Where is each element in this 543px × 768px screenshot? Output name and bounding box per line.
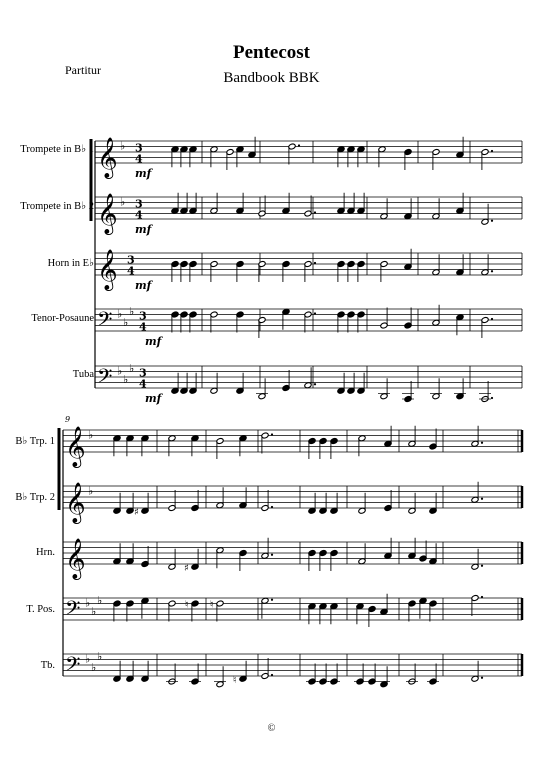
measure-number: 9 xyxy=(65,415,71,424)
instrument-label-tuba-short: Tb. xyxy=(40,660,55,671)
time-sig-numerator: 3 xyxy=(135,197,143,211)
augmentation-dot xyxy=(271,674,273,676)
key-flat: ♭ xyxy=(117,364,123,378)
key-flat: ♭ xyxy=(88,484,94,498)
augmentation-dot xyxy=(314,211,316,213)
score-subtitle: Bandbook BBK xyxy=(223,70,320,86)
time-sig-numerator: 3 xyxy=(127,253,135,267)
augmentation-dot xyxy=(314,312,316,314)
dynamic-mf: mf xyxy=(135,167,152,180)
instrument-label-tuba: Tuba xyxy=(72,369,94,380)
treble-clef: 𝄞 xyxy=(97,194,118,234)
augmentation-dot xyxy=(271,506,273,508)
dynamic-mf: mf xyxy=(135,223,152,236)
treble-clef: 𝄞 xyxy=(65,483,86,523)
sharp-sign: ♯ xyxy=(134,506,139,518)
augmentation-dot xyxy=(271,599,273,601)
instrument-label-trombone-short: T. Pos. xyxy=(26,604,55,615)
key-flat: ♭ xyxy=(91,604,97,618)
bass-clef: 𝄢 xyxy=(65,652,81,681)
dynamic-mf: mf xyxy=(145,392,162,405)
natural-sign: ♮ xyxy=(210,599,214,611)
instrument-label-trumpet-1: Trompete in B♭ 1 xyxy=(20,144,94,155)
key-flat: ♭ xyxy=(123,315,129,329)
key-flat: ♭ xyxy=(85,652,91,666)
instrument-label-horn: Horn in E♭ xyxy=(47,258,94,269)
dynamic-mf: mf xyxy=(135,279,152,292)
key-flat: ♭ xyxy=(97,649,103,663)
time-sig-denominator: 4 xyxy=(135,152,143,166)
treble-clef: 𝄞 xyxy=(97,250,118,290)
augmentation-dot xyxy=(491,318,493,320)
augmentation-dot xyxy=(481,596,483,598)
instrument-label-horn-short: Hrn. xyxy=(36,547,55,558)
treble-clef: 𝄞 xyxy=(97,138,118,178)
augmentation-dot xyxy=(481,498,483,500)
augmentation-dot xyxy=(271,554,273,556)
augmentation-dot xyxy=(271,433,273,435)
dynamic-mf: mf xyxy=(145,335,162,348)
natural-sign: ♮ xyxy=(185,599,189,611)
natural-sign: ♮ xyxy=(233,674,237,686)
key-flat: ♭ xyxy=(123,372,129,386)
instrument-label-trumpet-2-short: B♭ Trp. 2 xyxy=(15,492,55,503)
time-sig-numerator: 3 xyxy=(135,141,143,155)
partitur-label: Partitur xyxy=(65,63,101,77)
key-flat: ♭ xyxy=(88,428,94,442)
treble-clef: 𝄞 xyxy=(65,539,86,579)
augmentation-dot xyxy=(481,442,483,444)
time-sig-numerator: 3 xyxy=(139,366,147,380)
key-flat: ♭ xyxy=(97,593,103,607)
time-sig-denominator: 4 xyxy=(127,264,135,278)
augmentation-dot xyxy=(481,677,483,679)
instrument-label-trombone: Tenor-Posaune xyxy=(31,313,94,324)
augmentation-dot xyxy=(298,144,300,146)
augmentation-dot xyxy=(491,220,493,222)
key-flat: ♭ xyxy=(91,660,97,674)
augmentation-dot xyxy=(491,397,493,399)
bass-clef: 𝄢 xyxy=(97,364,113,393)
copyright: © xyxy=(267,723,276,734)
bass-clef: 𝄢 xyxy=(65,596,81,625)
augmentation-dot xyxy=(314,383,316,385)
key-flat: ♭ xyxy=(120,139,126,153)
instrument-label-trumpet-2: Trompete in B♭ 2 xyxy=(20,201,94,212)
sharp-sign: ♯ xyxy=(184,562,189,574)
augmentation-dot xyxy=(481,565,483,567)
augmentation-dot xyxy=(314,262,316,264)
key-flat: ♭ xyxy=(117,307,123,321)
key-flat: ♭ xyxy=(85,596,91,610)
score-title: Pentecost xyxy=(232,42,311,63)
bass-clef: 𝄢 xyxy=(97,307,113,336)
time-sig-denominator: 4 xyxy=(139,377,147,391)
augmentation-dot xyxy=(491,270,493,272)
key-flat: ♭ xyxy=(120,195,126,209)
key-flat: ♭ xyxy=(129,304,135,318)
key-flat: ♭ xyxy=(129,361,135,375)
time-sig-denominator: 4 xyxy=(139,320,147,334)
time-sig-denominator: 4 xyxy=(135,208,143,222)
augmentation-dot xyxy=(491,150,493,152)
time-sig-numerator: 3 xyxy=(139,309,147,323)
treble-clef: 𝄞 xyxy=(65,427,86,467)
instrument-label-trumpet-1-short: B♭ Trp. 1 xyxy=(15,436,55,447)
